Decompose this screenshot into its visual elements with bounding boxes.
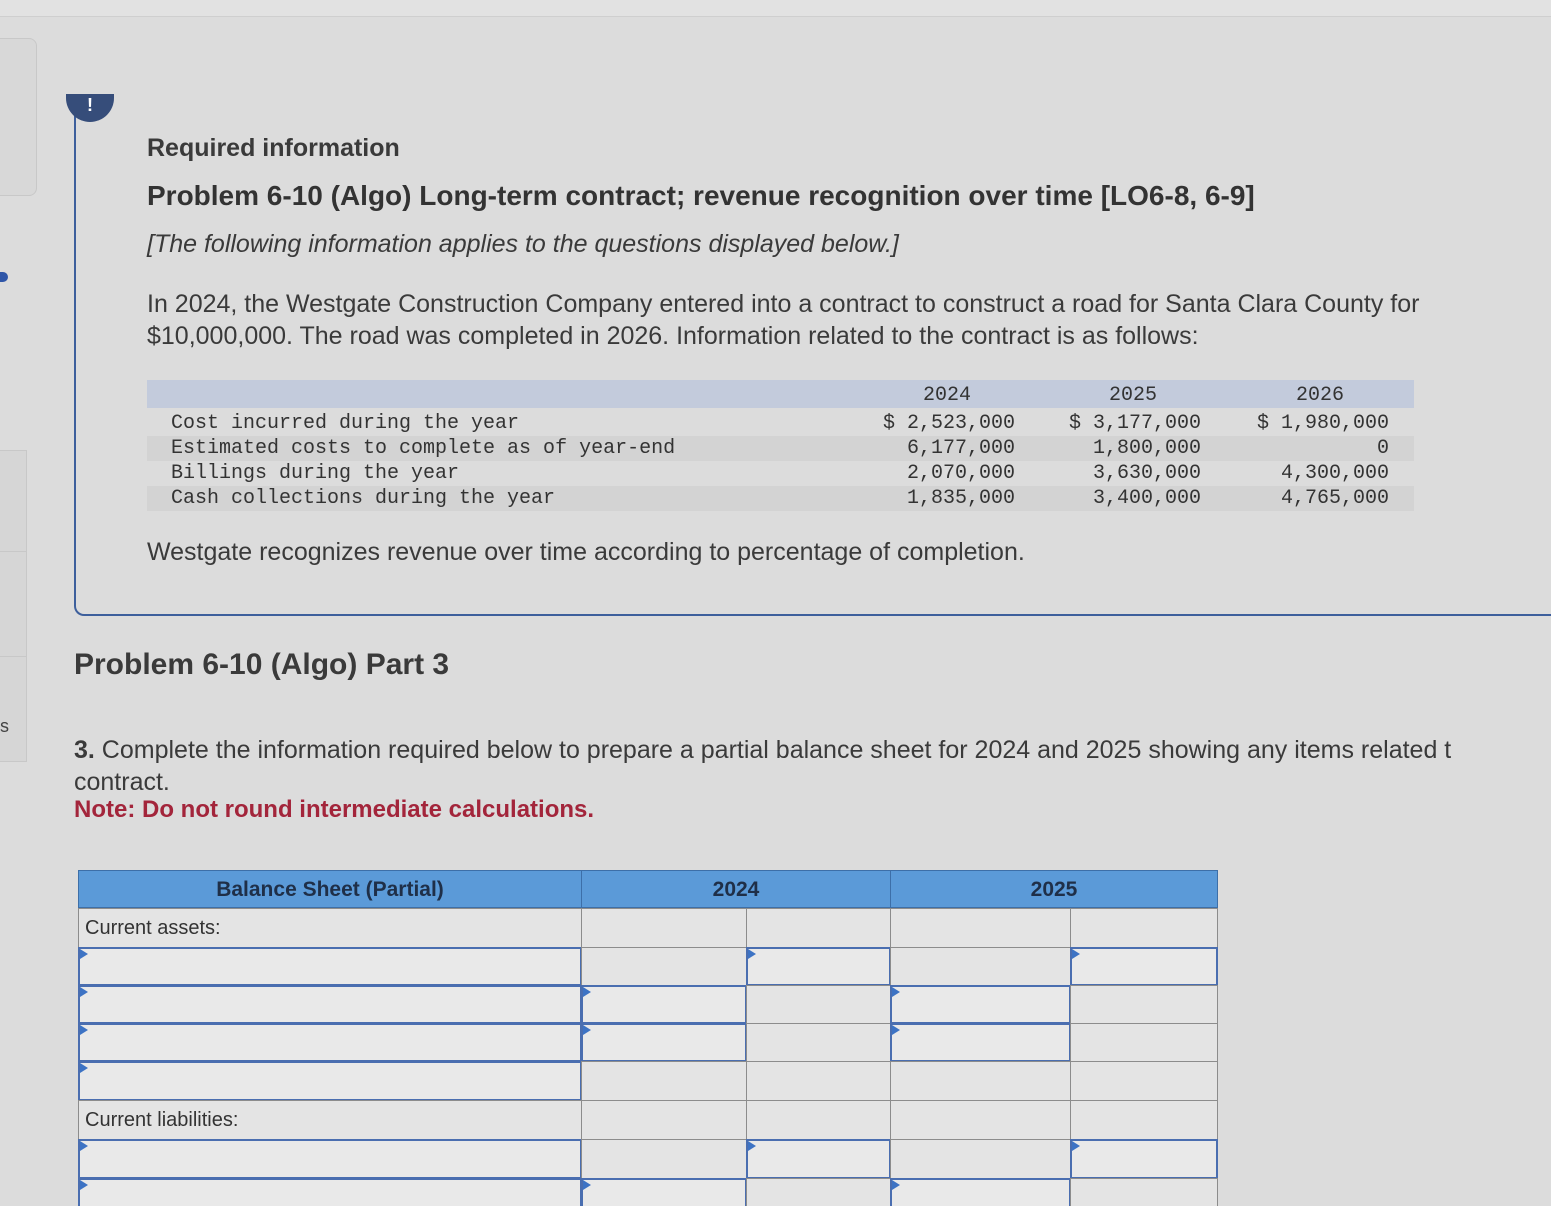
current-liabilities-label-cell bbox=[78, 1100, 582, 1140]
cell-value: 4,300,000 bbox=[1280, 462, 1389, 485]
row-label: Billings during the year bbox=[171, 462, 460, 485]
table-cell bbox=[581, 1100, 747, 1140]
table-cell bbox=[746, 1178, 891, 1206]
asset-item-input-1[interactable] bbox=[78, 947, 582, 986]
question-body: Complete the information required below to prepare a partial balance sheet for 2024 and 2025 showing any items related t bbox=[94, 736, 1452, 764]
intro-text: In 2024, the Westgate Construction Company entered into a contract to construct a road for Santa Clara County for $10,000,000. The road was completed in 2026. Information related to the contract is as follows: bbox=[147, 290, 1420, 350]
cell-value: $ 1,980,000 bbox=[1256, 412, 1389, 435]
balance-sheet-header: Balance Sheet (Partial) bbox=[78, 870, 582, 908]
cell-value: $ 3,177,000 bbox=[1068, 412, 1201, 435]
asset-2025-total-input-1[interactable] bbox=[1070, 947, 1218, 986]
question-continued: contract. bbox=[74, 768, 170, 796]
current-assets-label-cell bbox=[78, 908, 582, 948]
browser-top-edge bbox=[0, 0, 1551, 17]
year-2025-header: 2025 bbox=[890, 870, 1218, 908]
liability-2024-total-input-1[interactable] bbox=[746, 1139, 891, 1179]
liability-2025-input-2[interactable] bbox=[890, 1178, 1071, 1206]
table-row bbox=[147, 486, 1414, 511]
table-cell bbox=[1070, 1100, 1218, 1140]
asset-2024-input-2[interactable] bbox=[581, 985, 747, 1024]
contract-data-table bbox=[147, 380, 1414, 510]
side-letter: s bbox=[0, 716, 9, 736]
table-cell bbox=[581, 1061, 747, 1101]
alert-icon: ! bbox=[66, 94, 114, 122]
cell-value: 3,630,000 bbox=[1092, 462, 1201, 485]
table-cell bbox=[1070, 1178, 1218, 1206]
asset-item-input-4[interactable] bbox=[78, 1061, 582, 1101]
asset-2024-input-3[interactable] bbox=[581, 1023, 747, 1062]
table-header-row bbox=[147, 380, 1414, 408]
part-title: Problem 6-10 (Algo) Part 3 bbox=[74, 648, 450, 681]
current-liabilities-label: Current liabilities: bbox=[85, 1109, 239, 1131]
table-cell bbox=[746, 985, 891, 1024]
column-header-2026: 2026 bbox=[1295, 384, 1344, 407]
table-cell bbox=[890, 1139, 1071, 1179]
method-text: Westgate recognizes revenue over time according to percentage of completion. bbox=[147, 538, 1025, 566]
question-text bbox=[74, 734, 1551, 798]
cell-value: 0 bbox=[1376, 437, 1389, 460]
side-panel-tab[interactable] bbox=[0, 38, 37, 196]
row-label: Cost incurred during the year bbox=[171, 412, 520, 435]
question-number: 3. bbox=[74, 736, 95, 764]
liability-2025-total-input-1[interactable] bbox=[1070, 1139, 1218, 1179]
row-label: Cash collections during the year bbox=[171, 487, 556, 510]
table-cell bbox=[1070, 985, 1218, 1024]
asset-2024-total-input-1[interactable] bbox=[746, 947, 891, 986]
year-2024-header: 2024 bbox=[581, 870, 891, 908]
cell-value: 1,800,000 bbox=[1092, 437, 1201, 460]
cell-value: 6,177,000 bbox=[906, 437, 1015, 460]
problem-title: Problem 6-10 (Algo) Long-term contract; revenue recognition over time [LO6-8, 6-9] bbox=[147, 180, 1255, 211]
asset-item-input-2[interactable] bbox=[78, 985, 582, 1024]
table-row bbox=[147, 461, 1414, 486]
table-cell bbox=[1070, 908, 1218, 948]
balance-sheet-table bbox=[78, 870, 1218, 1206]
asset-item-input-3[interactable] bbox=[78, 1023, 582, 1062]
table-cell bbox=[890, 947, 1071, 986]
calculation-note: Note: Do not round intermediate calculations. bbox=[74, 796, 595, 823]
table-cell bbox=[1070, 1061, 1218, 1101]
applies-note: [The following information applies to the questions displayed below.] bbox=[147, 230, 899, 258]
table-cell bbox=[746, 908, 891, 948]
table-cell bbox=[890, 1061, 1071, 1101]
table-row bbox=[147, 436, 1414, 461]
liability-item-input-2[interactable] bbox=[78, 1178, 582, 1206]
cell-value: 3,400,000 bbox=[1092, 487, 1201, 510]
table-cell bbox=[746, 1023, 891, 1062]
table-cell bbox=[890, 1100, 1071, 1140]
cell-value: $ 2,523,000 bbox=[882, 412, 1015, 435]
current-assets-label: Current assets: bbox=[85, 917, 221, 939]
cell-value: 4,765,000 bbox=[1280, 487, 1389, 510]
liability-item-input-1[interactable] bbox=[78, 1139, 582, 1179]
column-header-2024: 2024 bbox=[922, 384, 971, 407]
table-cell bbox=[1070, 1023, 1218, 1062]
table-cell bbox=[581, 1139, 747, 1179]
table-cell bbox=[746, 1061, 891, 1101]
table-cell bbox=[581, 947, 747, 986]
table-cell bbox=[890, 908, 1071, 948]
row-label: Estimated costs to complete as of year-end bbox=[171, 437, 676, 460]
cell-value: 2,070,000 bbox=[906, 462, 1015, 485]
side-indicator bbox=[0, 272, 8, 282]
cell-value: 1,835,000 bbox=[906, 487, 1015, 510]
asset-2025-input-2[interactable] bbox=[890, 985, 1071, 1024]
table-cell bbox=[581, 908, 747, 948]
column-header-2025: 2025 bbox=[1108, 384, 1157, 407]
liability-2024-input-2[interactable] bbox=[581, 1178, 747, 1206]
table-cell bbox=[746, 1100, 891, 1140]
asset-2025-input-3[interactable] bbox=[890, 1023, 1071, 1062]
required-info-heading: Required information bbox=[147, 134, 400, 162]
table-row bbox=[147, 411, 1414, 436]
